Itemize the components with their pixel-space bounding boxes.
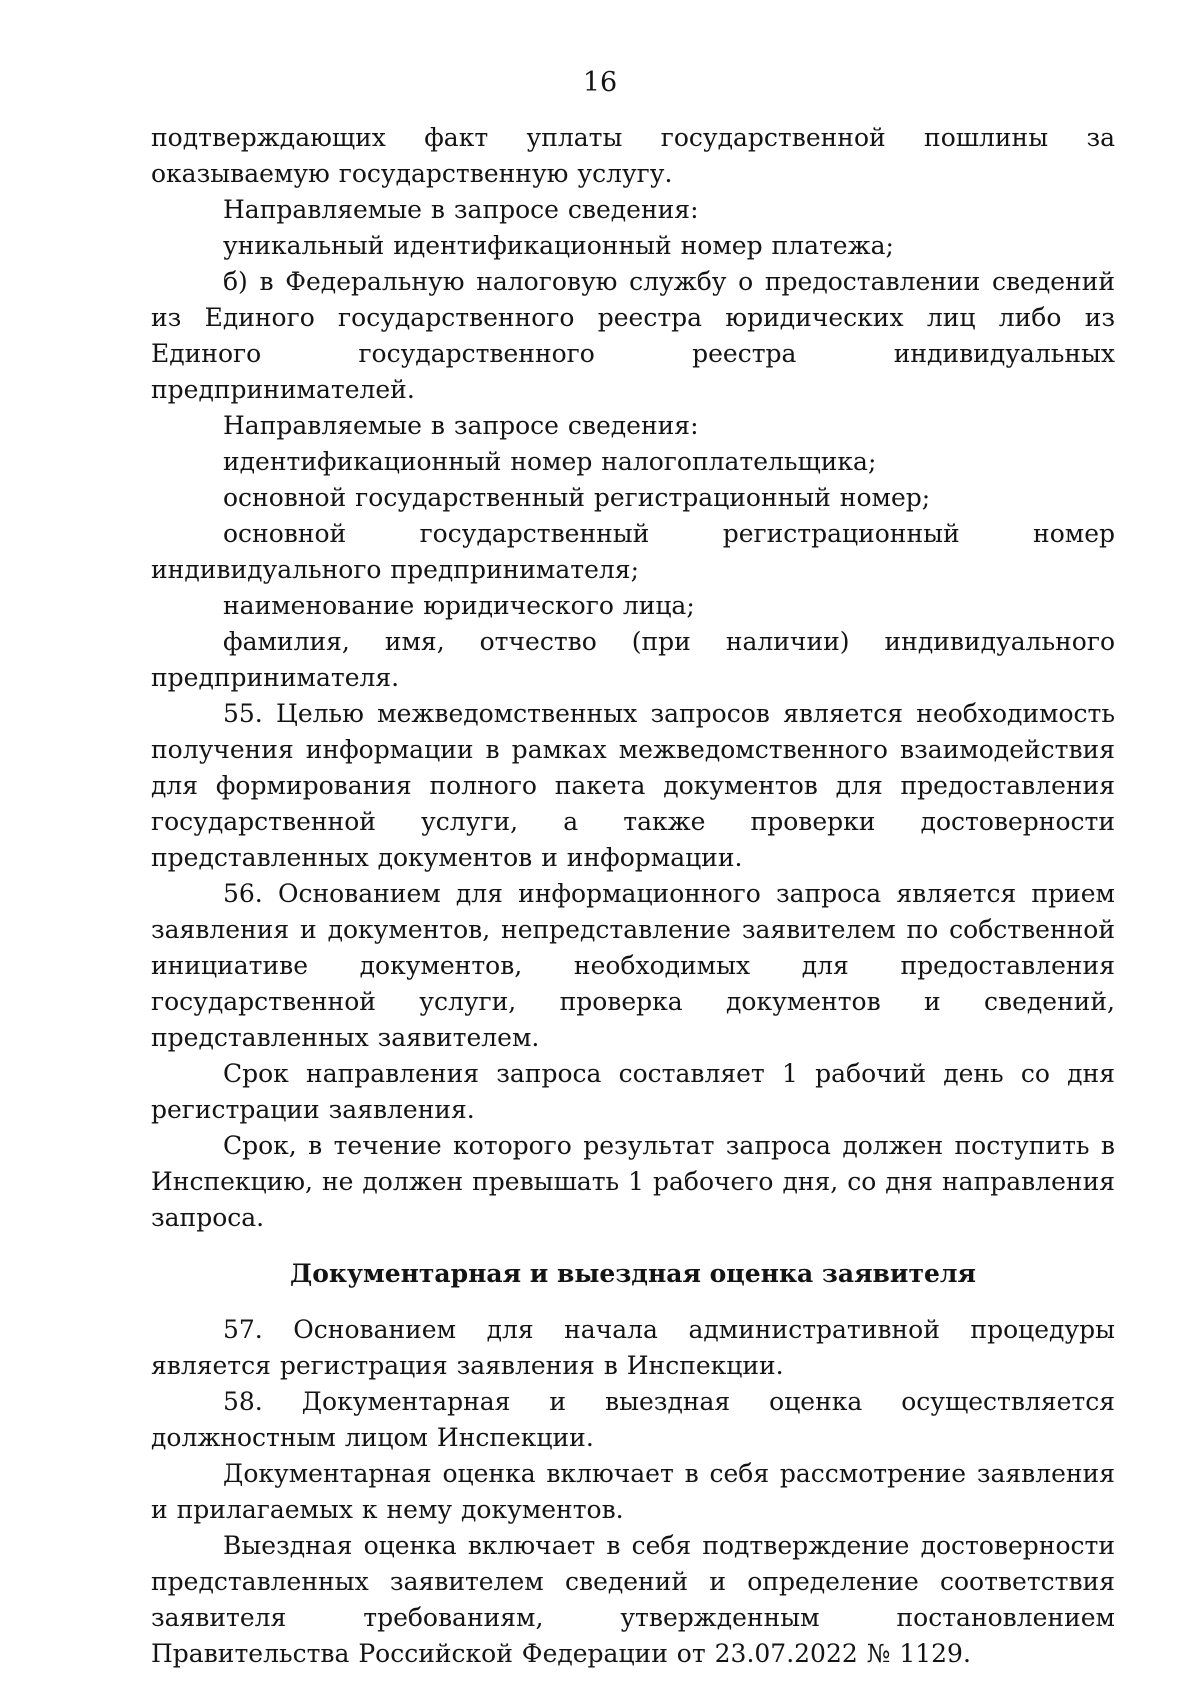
paragraph: основной государственный регистрационный номер индивидуального предпринимателя; (151, 519, 1115, 584)
paragraph: б) в Федеральную налоговую службу о предоставлении сведений из Единого государственного реестра юридических лиц либо из Единого государственного реестра индивидуальных предпринимателей. (151, 267, 1115, 404)
paragraph: Срок, в течение которого результат запроса должен поступить в Инспекцию, не должен превышать 1 рабочего дня, со дня направления запроса. (151, 1131, 1115, 1232)
section-heading: Документарная и выездная оценка заявителя (290, 1259, 976, 1288)
paragraph-57: 57. Основанием для начала административной процедуры является регистрация заявления в Инспекции. (151, 1315, 1115, 1380)
paragraph: наименование юридического лица; (223, 591, 695, 620)
paragraph: уникальный идентификационный номер платежа; (223, 231, 894, 260)
paragraph: идентификационный номер налогоплательщика; (223, 447, 877, 476)
paragraph: Направляемые в запросе сведения: (223, 195, 699, 224)
paragraph: основной государственный регистрационный номер; (223, 483, 931, 512)
paragraph-58: 58. Документарная и выездная оценка осуществляется должностным лицом Инспекции. (151, 1387, 1115, 1452)
paragraph: фамилия, имя, отчество (при наличии) индивидуального предпринимателя. (151, 627, 1115, 692)
paragraph-56: 56. Основанием для информационного запроса является прием заявления и документов, непредставление заявителем по собственной инициативе документов, необходимых для предоставления государственной услуги, проверка документов и сведений, представленных заявителем. (151, 879, 1115, 1052)
paragraph: Срок направления запроса составляет 1 рабочий день со дня регистрации заявления. (151, 1059, 1115, 1124)
paragraph-55: 55. Целью межведомственных запросов является необходимость получения информации в рамках межведомственного взаимодействия для формирования полного пакета документов для предоставления государственной услуги, а также проверки достоверности представленных документов и информации. (151, 699, 1115, 872)
paragraph: Направляемые в запросе сведения: (223, 411, 699, 440)
paragraph: Выездная оценка включает в себя подтверждение достоверности представленных заявителем сведений и определение соответствия заявителя требованиям, утвержденным постановлением Правительства Российской Федерации от 23.07.2022 № 1129. (151, 1531, 1115, 1668)
page-number: 16 (582, 67, 618, 98)
paragraph-continuation: подтверждающих факт уплаты государственной пошлины за оказываемую государственную услугу. (151, 123, 1115, 188)
paragraph: Документарная оценка включает в себя рассмотрение заявления и прилагаемых к нему документов. (151, 1459, 1115, 1524)
document-body (151, 120, 1115, 1672)
